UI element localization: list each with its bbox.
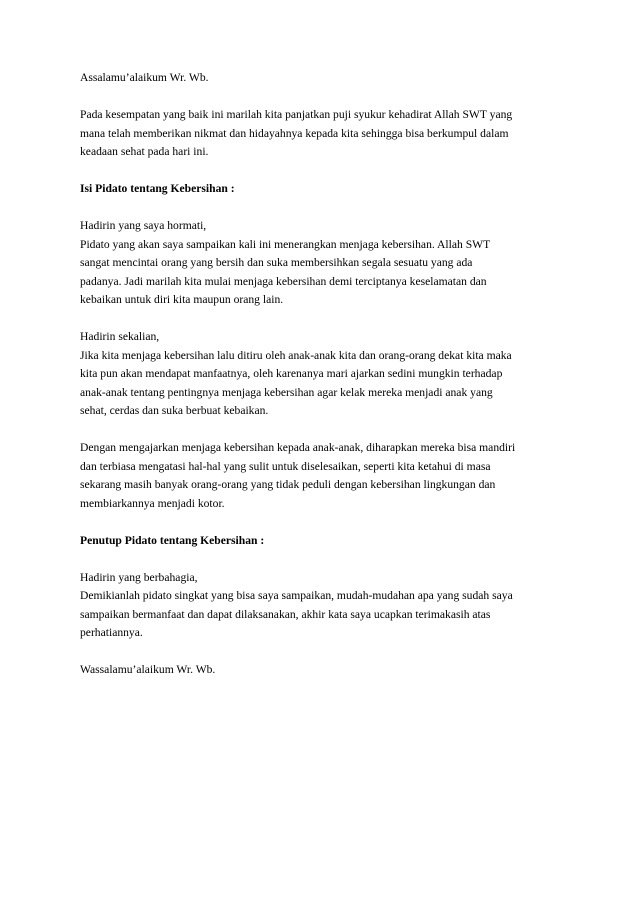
paragraph-line: Pidato yang akan saya sampaikan kali ini menerangkan menjaga kebersihan. Allah SWT bbox=[80, 237, 491, 251]
paragraph-mengajarkan bbox=[80, 439, 570, 513]
paragraph-line: sekarang masih banyak orang-orang yang tidak peduli dengan kebersihan lingkungan dan bbox=[80, 478, 496, 491]
paragraph-line: Hadirin yang berbahagia, bbox=[80, 570, 198, 584]
paragraph-line: Jika kita menjaga kebersihan lalu ditiru oleh anak-anak kita dan orang-orang dekat kita maka bbox=[80, 348, 512, 362]
paragraph-line: kebaikan untuk diri kita maupun orang lain. bbox=[80, 293, 284, 306]
paragraph-line: sampaikan bermanfaat dan dapat dilaksanakan, akhir kata saya ucapkan terimakasih atas bbox=[80, 607, 491, 621]
greeting bbox=[80, 69, 570, 88]
document-page bbox=[80, 69, 570, 698]
greeting-line: Assalamu’alaikum Wr. Wb. bbox=[80, 71, 209, 84]
paragraph-hadirin-hormati bbox=[80, 217, 570, 310]
paragraph-line: dan terbiasa mengatasi hal-hal yang sulit untuk diselesaikan, seperti kita ketahui di masa bbox=[80, 459, 491, 473]
paragraph-line: Demikianlah pidato singkat yang bisa saya sampaikan, mudah-mudahan apa yang sudah saya bbox=[80, 589, 513, 602]
heading-penutup-pidato bbox=[80, 532, 570, 551]
intro-paragraph bbox=[80, 106, 570, 162]
paragraph-line: Pada kesempatan yang baik ini marilah kita panjatkan puji syukur kehadirat Allah SWT yang bbox=[80, 108, 513, 121]
closing-line: Wassalamu’alaikum Wr. Wb. bbox=[80, 663, 216, 676]
paragraph-line: perhatiannya. bbox=[80, 626, 143, 639]
paragraph-line: kita pun akan mendapat manfaatnya, oleh karenanya mari ajarkan sedini mungkin terhadap bbox=[80, 367, 503, 380]
paragraph-hadirin-sekalian bbox=[80, 328, 570, 421]
paragraph-line: mana telah memberikan nikmat dan hidayahnya kepada kita sehingga bisa berkumpul dalam bbox=[80, 126, 509, 140]
paragraph-line: sangat mencintai orang yang bersih dan suka membersihkan segala sesuatu yang ada bbox=[80, 256, 473, 269]
closing bbox=[80, 661, 570, 680]
paragraph-hadirin-berbahagia bbox=[80, 569, 570, 643]
paragraph-line: padanya. Jadi marilah kita mulai menjaga kebersihan demi terciptanya keselamatan dan bbox=[80, 274, 487, 288]
paragraph-line: Hadirin sekalian, bbox=[80, 330, 160, 343]
paragraph-line: Hadirin yang saya hormati, bbox=[80, 219, 207, 232]
section-heading: Isi Pidato tentang Kebersihan : bbox=[80, 182, 235, 195]
paragraph-line: sehat, cerdas dan suka berbuat kebaikan. bbox=[80, 404, 269, 417]
paragraph-line: Dengan mengajarkan menjaga kebersihan kepada anak-anak, diharapkan mereka bisa mandiri bbox=[80, 441, 516, 454]
section-heading: Penutup Pidato tentang Kebersihan : bbox=[80, 533, 265, 547]
paragraph-line: membiarkannya menjadi kotor. bbox=[80, 496, 225, 510]
paragraph-line: anak-anak tentang pentingnya menjaga kebersihan agar kelak mereka menjadi anak yang bbox=[80, 385, 493, 399]
paragraph-line: keadaan sehat pada hari ini. bbox=[80, 145, 209, 158]
heading-isi-pidato bbox=[80, 180, 570, 199]
